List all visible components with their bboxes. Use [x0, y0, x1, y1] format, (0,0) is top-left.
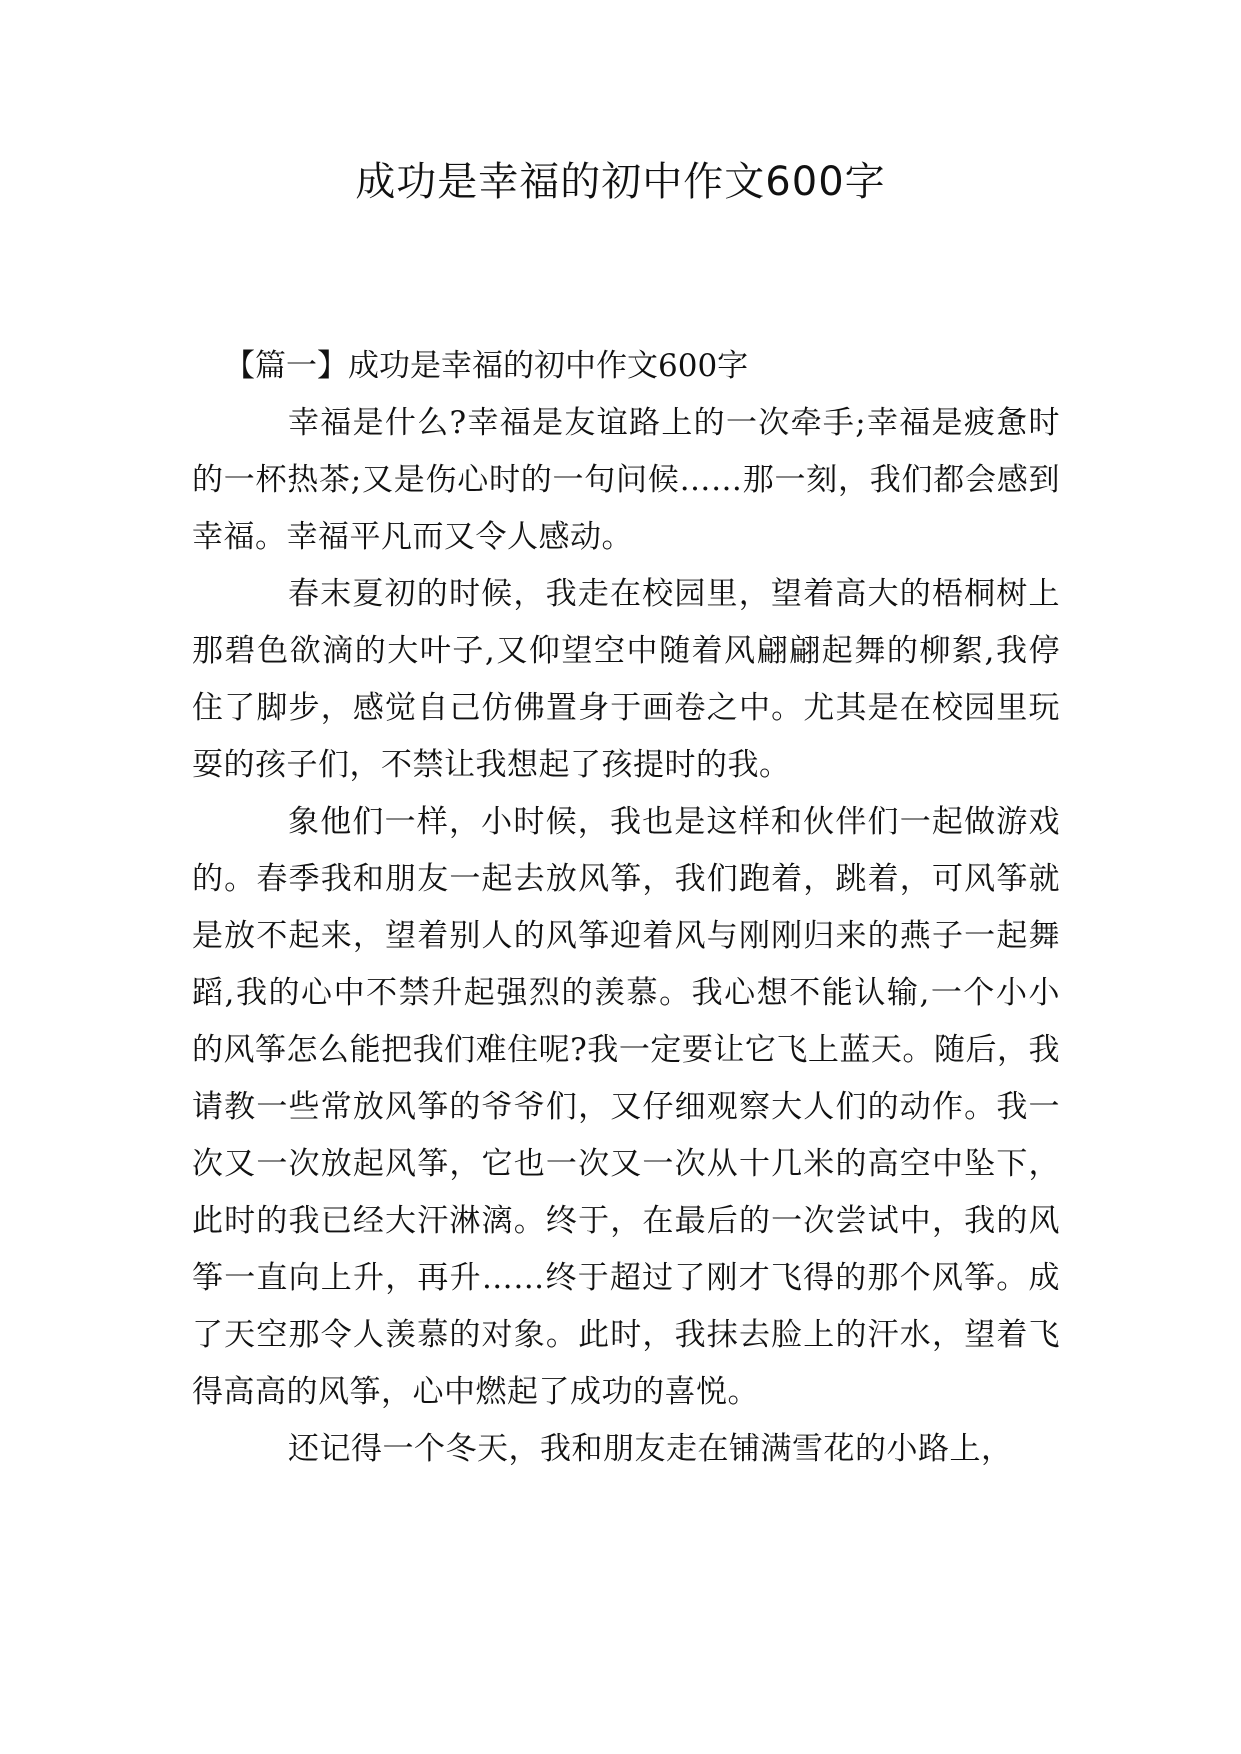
section-heading: 【篇一】成功是幸福的初中作文600字: [224, 348, 749, 384]
paragraph: 幸福是什么?幸福是友谊路上的一次牵手;幸福是疲惫时的一杯热茶;又是伤心时的一句问候……那一刻，我们都会感到幸福。幸福平凡而又令人感动。: [192, 405, 1060, 555]
document-body: [192, 338, 1060, 1478]
paragraph: 还记得一个冬天，我和朋友走在铺满雪花的小路上，: [288, 1431, 1013, 1467]
paragraph: 春末夏初的时候，我走在校园里，望着高大的梧桐树上那碧色欲滴的大叶子,又仰望空中随着风翩翩起舞的柳絮,我停住了脚步，感觉自己仿佛置身于画卷之中。尤其是在校园里玩耍的孩子们，不禁让我想起了孩提时的我。: [192, 576, 1060, 783]
paragraph: 象他们一样，小时候，我也是这样和伙伴们一起做游戏的。春季我和朋友一起去放风筝，我们跑着，跳着，可风筝就是放不起来，望着别人的风筝迎着风与刚刚归来的燕子一起舞蹈,我的心中不禁升起强烈的羡慕。我心想不能认输,一个小小的风筝怎么能把我们难住呢?我一定要让它飞上蓝天。随后，我请教一些常放风筝的爷爷们，又仔细观察大人们的动作。我一次又一次放起风筝，它也一次又一次从十几米的高空中坠下，此时的我已经大汗淋漓。终于，在最后的一次尝试中，我的风筝一直向上升，再升……终于超过了刚才飞得的那个风筝。成了天空那令人羡慕的对象。此时，我抹去脸上的汗水，望着飞得高高的风筝，心中燃起了成功的喜悦。: [192, 804, 1060, 1410]
document-title: 成功是幸福的初中作文600字: [355, 159, 886, 205]
